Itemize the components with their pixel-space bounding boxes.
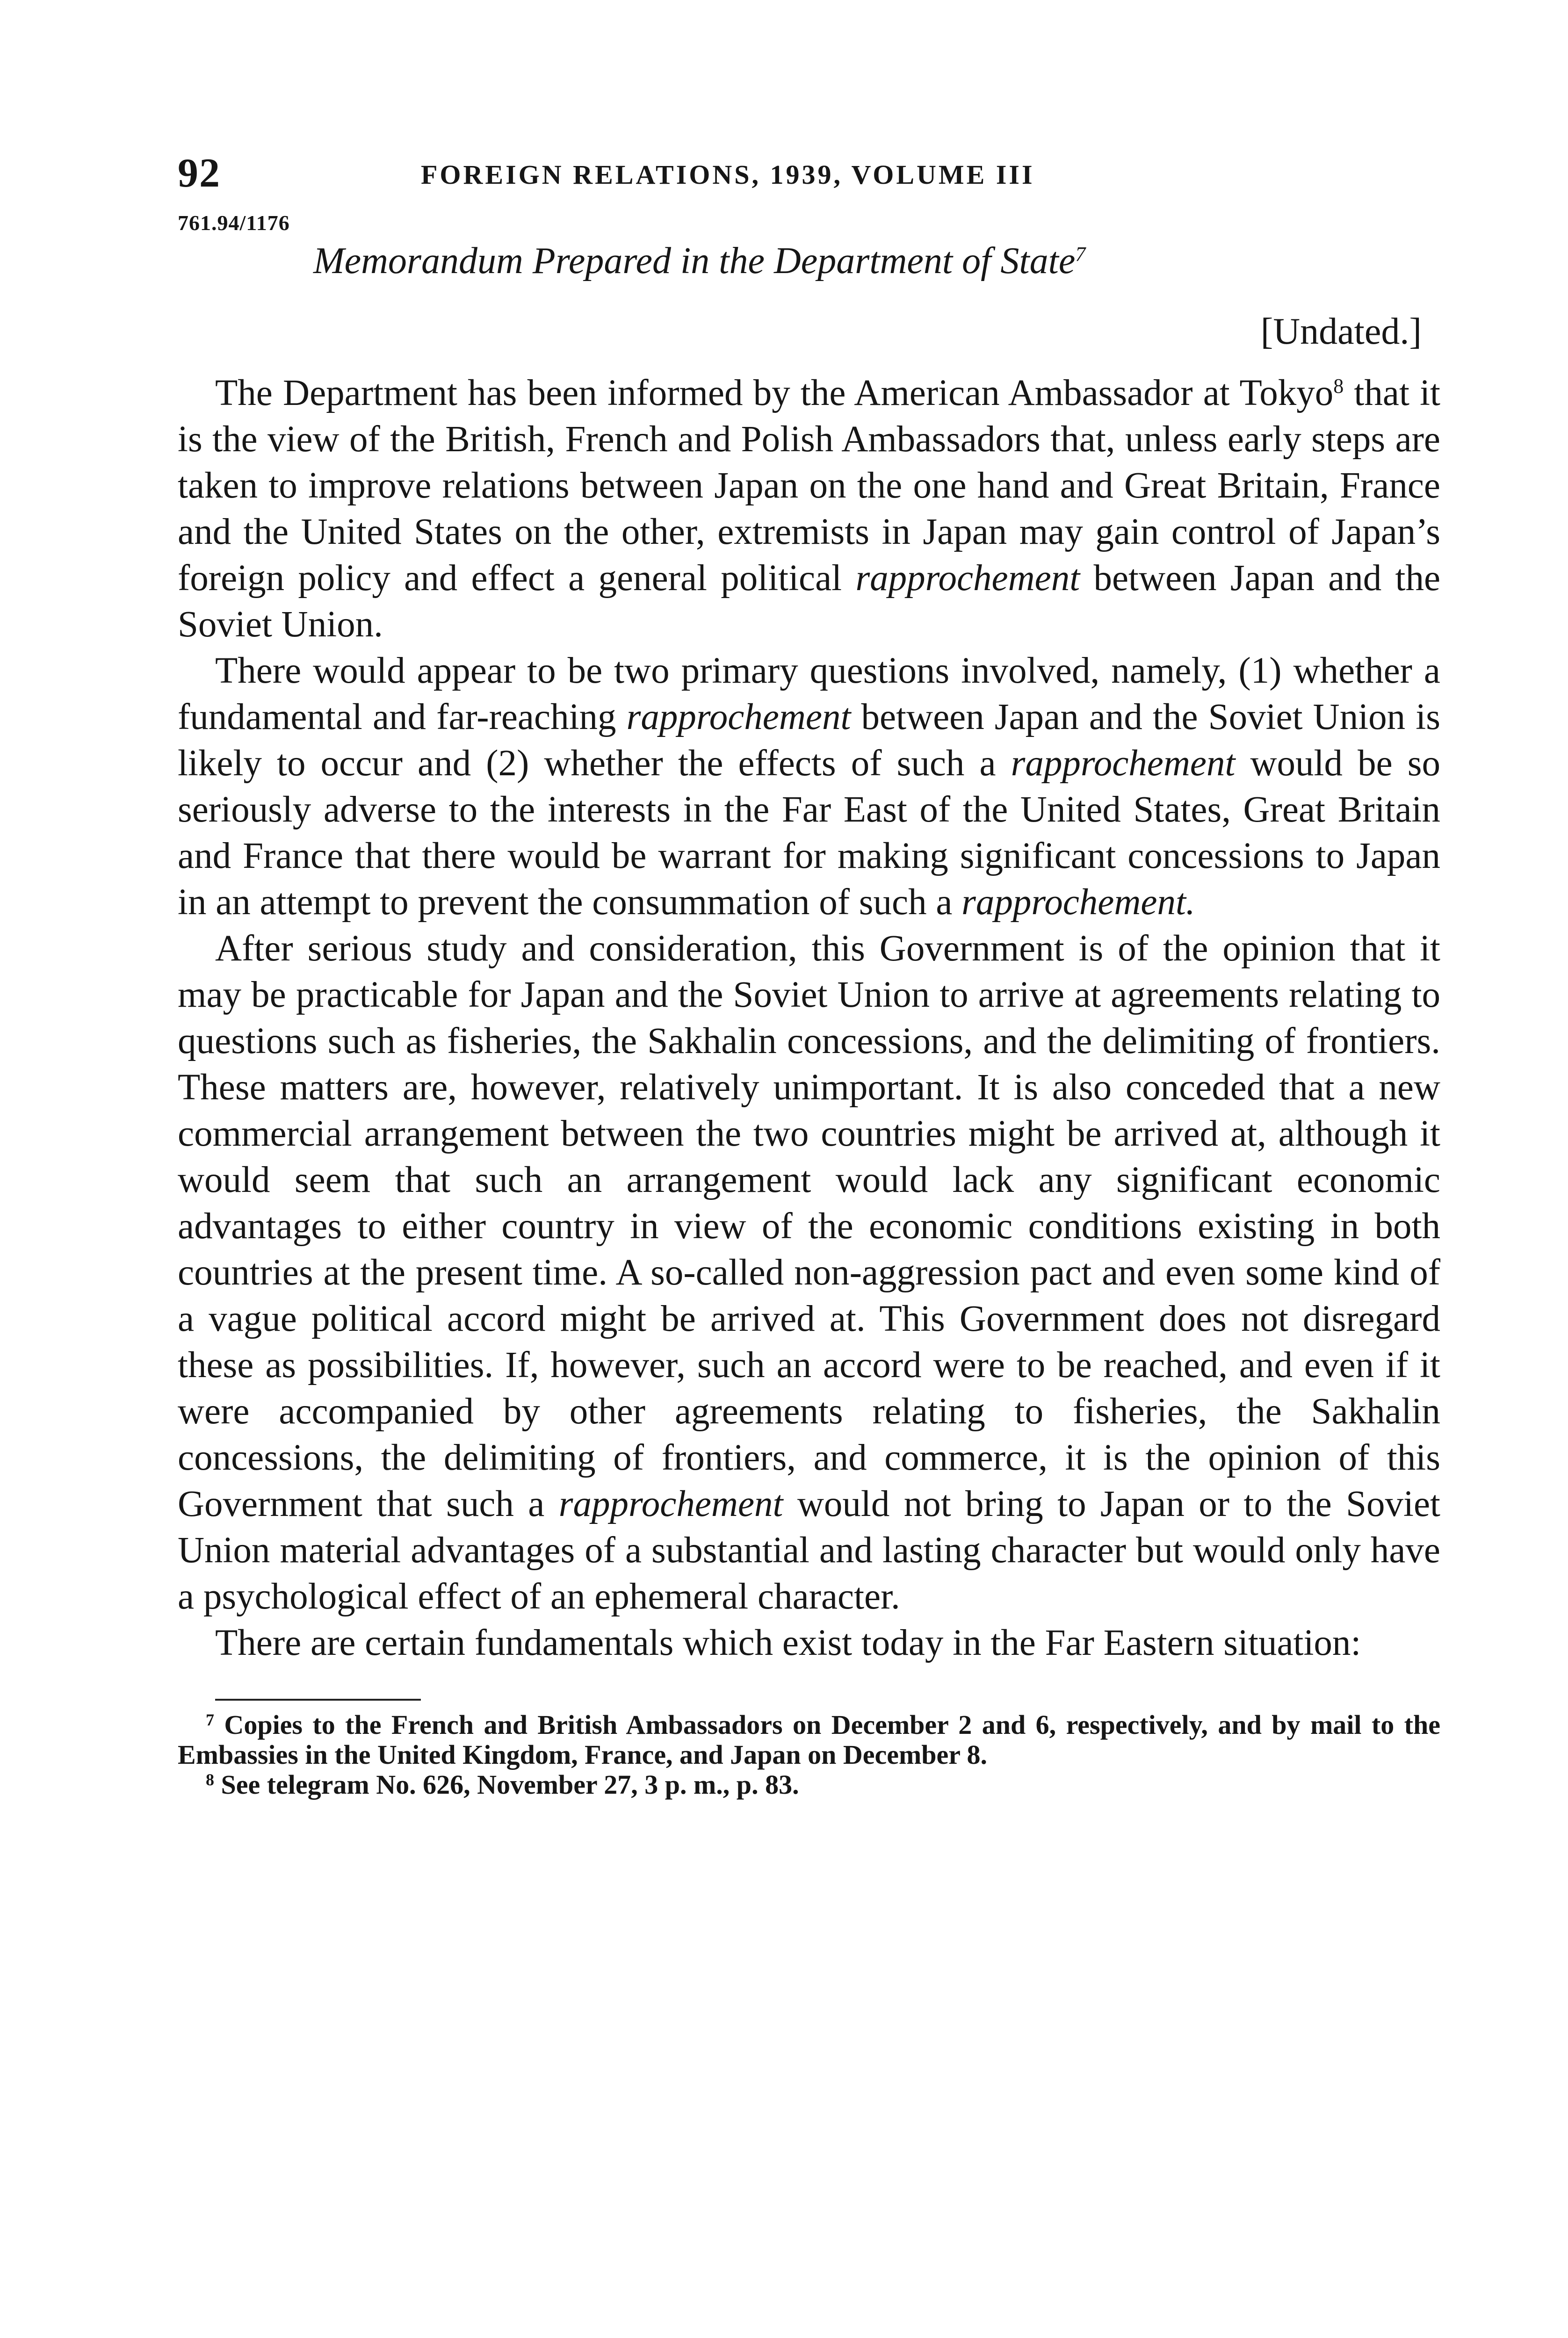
file-number: 761.94/1176: [178, 211, 290, 235]
paragraph-1: The Department has been informed by the American Ambassador at Tokyo$^8$ that it is the view of the British, French and Polish Ambassadors that, unless early steps are taken to improve relations between Japan on the one hand and Great Britain, France and the United States on the other, extremists in Japan may gain control of Japan’s foreign policy and effect a general political rapprochement between Japan and the Soviet Union.: [178, 373, 1441, 645]
footnote-divider: [215, 1699, 421, 1701]
paragraph-2: There would appear to be two primary questions involved, namely, (1) whether a fundamental and far-reaching rapprochement between Japan and the Soviet Union is likely to occur and (2) whether the effects of such a rapprochement would be so seriously adverse to the interests in the Far East of the United States, Great Britain and France that there would be warrant for making significant concessions to Japan in an attempt to prevent the consummation of such a rapprochement.: [178, 650, 1440, 923]
document-title-text: Memorandum Prepared in the Department of State: [313, 240, 1076, 281]
footnote-8: $^8$ See telegram No. 626, November 27, 3 p. m., p. 83.: [206, 1769, 799, 1800]
document-title: [178, 240, 1440, 282]
footnote-marker: 8: [206, 1770, 214, 1789]
running-title: FOREIGN RELATIONS, 1939, VOLUME III: [421, 159, 1035, 190]
footnote-ref-8[interactable]: 8: [1333, 375, 1344, 397]
document-page: [178, 140, 1440, 1800]
running-head: [178, 140, 1440, 196]
paragraph-3: After serious study and consideration, this Government is of the opinion that it may be practicable for Japan and the Soviet Union to arrive at agreements relating to questions such as fisheries, the Sakhalin concessions, and the delimiting of frontiers. These matters are, however, relatively unimportant. It is also conceded that a new commercial arrangement between the two countries might be arrived at, although it would seem that such an arrangement would lack any significant economic advantages to either country in view of the economic conditions existing in both countries at the present time. A so-called non-aggression pact and even some kind of a vague political accord might be arrived at. This Government does not disregard these as possibilities. If, however, such an accord were to be reached, and even if it were accompanied by other agreements relating to fisheries, the Sakhalin concessions, the delimiting of frontiers, and commerce, it is the opinion of this Government that such a rapprochement would not bring to Japan or to the Soviet Union material advantages of a substantial and lasting character but would only have a psychological effect of an ephemeral character.: [178, 928, 1440, 1617]
footnote-marker: 7: [206, 1710, 214, 1729]
footnote-ref-7[interactable]: 7: [1075, 243, 1086, 266]
document-date: [Undated.]: [1260, 311, 1422, 352]
paragraph-4: There are certain fundamentals which exist today in the Far Eastern situation:: [215, 1623, 1361, 1663]
page-number: 92: [178, 151, 221, 196]
footnote-7: $^7$ Copies to the French and British Ambassadors on December 2 and 6, respectively, and by mail to the Embassies in the United Kingdom, France, and Japan on December 8.: [178, 1710, 1440, 1770]
